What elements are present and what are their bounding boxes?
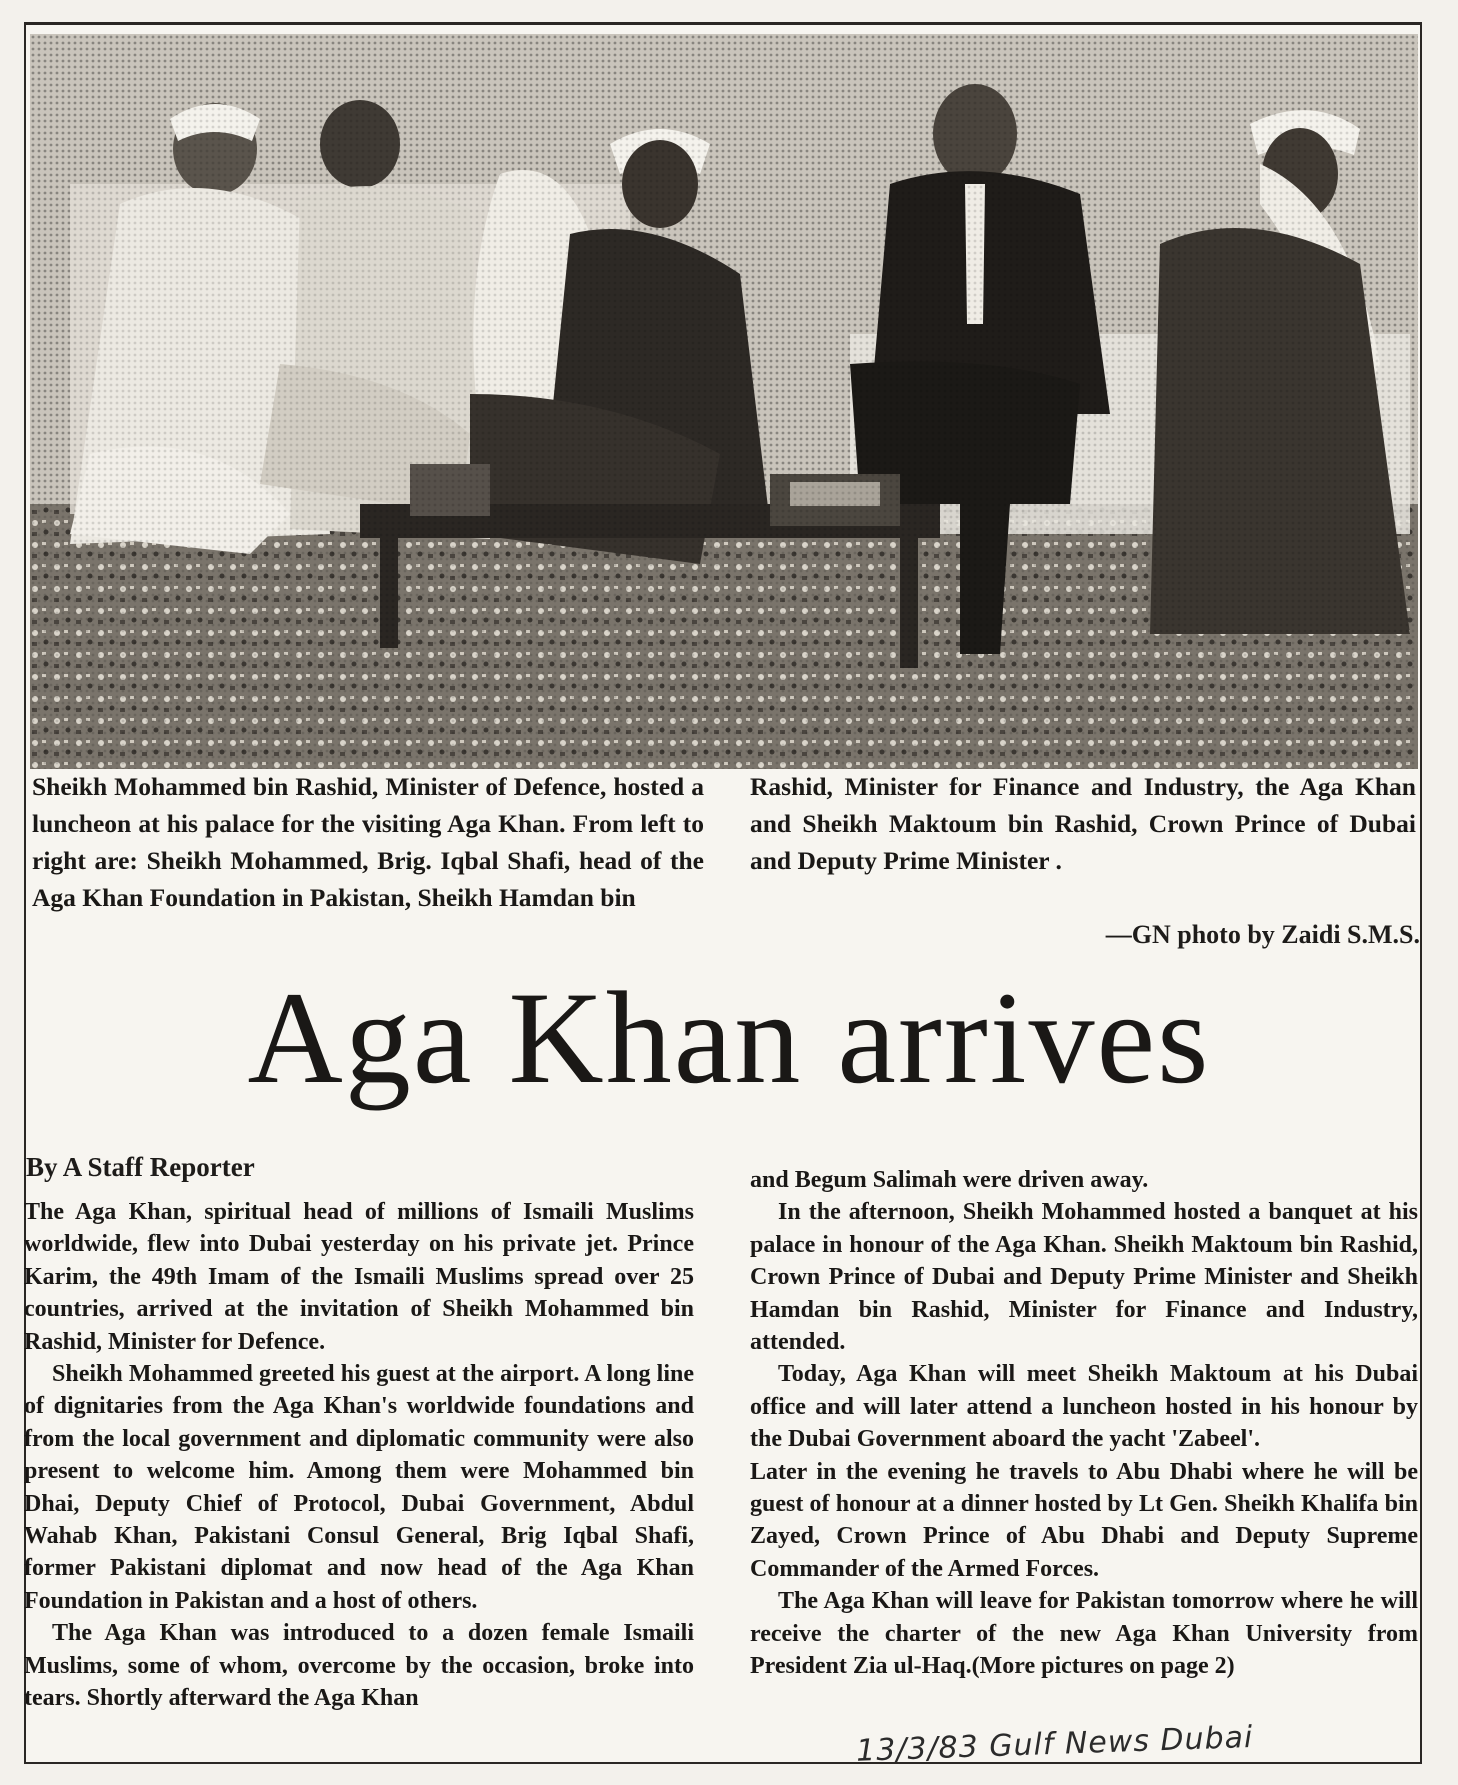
- paragraph: The Aga Khan will leave for Pakistan tomorrow where he will receive the charter of the new Aga Khan University from President Zia ul-Haq.(More pictures on page 2): [750, 1588, 1418, 1680]
- paragraph: Sheikh Mohammed greeted his guest at the airport. A long line of dignitaries from the Aga Khan's worldwide foundations and from the local government and diplomatic community were also present to welcome him. Among them were Mohammed bin Dhai, Deputy Chief of Protocol, Dubai Government, Abdul Wahab Khan, Pakistani Consul General, Brig Iqbal Shafi, former Pakistani diplomat and now head of the Aga Khan Foundation in Pakistan and a host of others.: [24, 1361, 694, 1614]
- photo-caption-left: Sheikh Mohammed bin Rashid, Minister of Defence, hosted a luncheon at his palace for the visiting Aga Khan. From left to right are: Sheikh Mohammed, Brig. Iqbal Shafi, head of the Aga Khan Foundation in Pakistan, Sheikh Hamdan bin: [32, 772, 704, 912]
- byline: By A Staff Reporter: [26, 1152, 255, 1182]
- headline: Aga Khan arrives: [247, 964, 1211, 1111]
- photo-illustration: [30, 34, 1418, 769]
- paragraph: and Begum Salimah were driven away.: [750, 1167, 1149, 1193]
- photo-caption-right: Rashid, Minister for Finance and Industry, the Aga Khan and Sheikh Maktoum bin Rashid, Crown Prince of Dubai and Deputy Prime Minister .: [750, 772, 1416, 875]
- news-photo: [30, 34, 1418, 769]
- article-column-right: [750, 1164, 1418, 1683]
- article-column-left: [24, 1196, 694, 1715]
- photo-credit: —GN photo by Zaidi S.M.S.: [1105, 920, 1420, 949]
- handwritten-date-annotation: 13/3/83 Gulf News Dubai: [855, 1719, 1254, 1769]
- paragraph: In the afternoon, Sheikh Mohammed hosted a banquet at his palace in honour of the Aga Khan. Sheikh Maktoum bin Rashid, Crown Prince of Dubai and Deputy Prime Minister and Sheikh Hamdan bin Rashid, Minister for Finance and Industry, attended.: [750, 1199, 1418, 1356]
- paragraph: The Aga Khan was introduced to a dozen female Ismaili Muslims, some of whom, overcome by the occasion, broke into tears. Shortly afterward the Aga Khan: [24, 1620, 694, 1712]
- paragraph: Today, Aga Khan will meet Sheikh Maktoum at his Dubai office and will later attend a luncheon hosted in his honour by the Dubai Government aboard the yacht 'Zabeel'.: [750, 1361, 1418, 1453]
- paragraph: Later in the evening he travels to Abu Dhabi where he will be guest of honour at a dinner hosted by Lt Gen. Sheikh Khalifa bin Zayed, Crown Prince of Abu Dhabi and Deputy Supreme Commander of the Armed Forces.: [750, 1458, 1418, 1582]
- paragraph: The Aga Khan, spiritual head of millions of Ismaili Muslims worldwide, flew into Dubai yesterday on his private jet. Prince Karim, the 49th Imam of the Ismaili Muslims spread over 25 countries, arrived at the invitation of Sheikh Mohammed bin Rashid, Minister for Defence.: [24, 1199, 694, 1355]
